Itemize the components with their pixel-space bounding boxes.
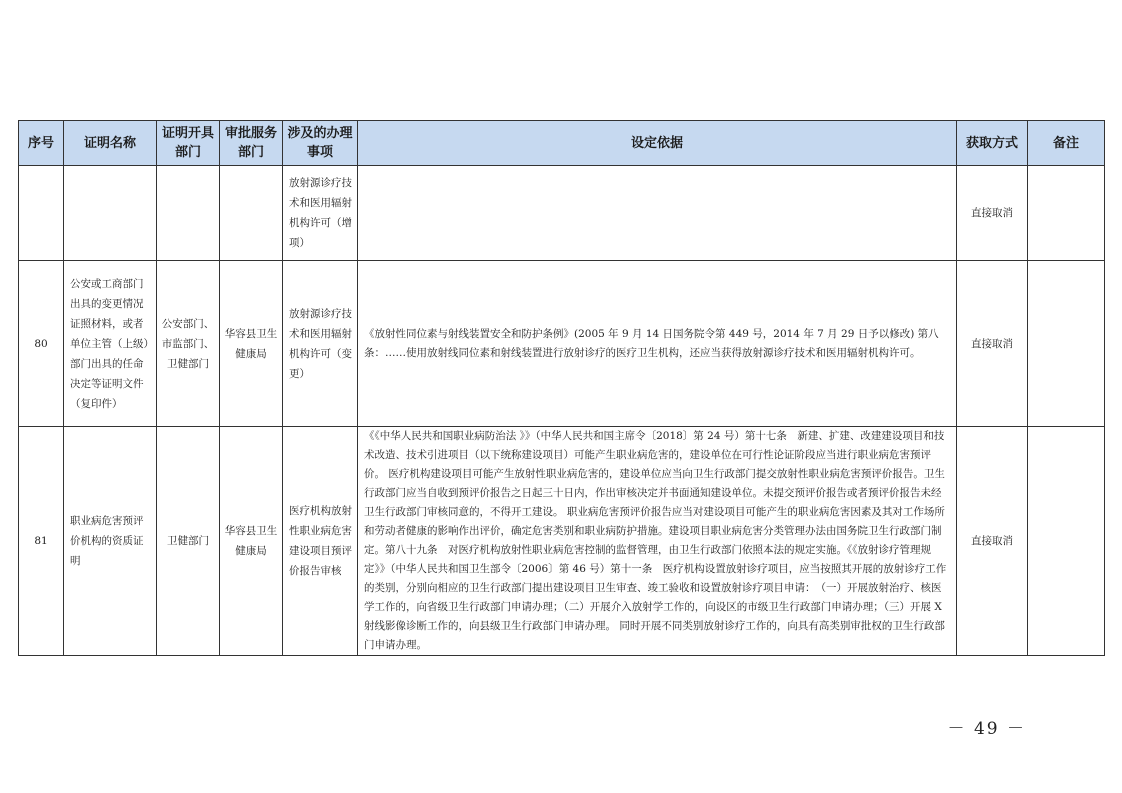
table-row xyxy=(19,261,1105,427)
table-row xyxy=(19,166,1105,261)
row-issuer xyxy=(157,166,220,261)
row-method: 直接取消 xyxy=(957,166,1028,261)
row-approver: 华容县卫生健康局 xyxy=(220,427,283,656)
row-index xyxy=(19,166,64,261)
header-index: 序号 xyxy=(19,121,64,166)
row-method: 直接取消 xyxy=(957,427,1028,656)
row-cert-name xyxy=(64,166,157,261)
row-basis: 《放射性同位素与射线装置安全和防护条例》(2005 年 9 月 14 日国务院令第 449 号，2014 年 7 月 29 日予以修改) 第八条：……使用放射线同位素和射线装置进行放射诊疗的医疗卫生机构，还应当获得放射源诊疗技术和医用辐射机构许可。 xyxy=(358,261,957,427)
row-basis: 《《中华人民共和国职业病防治法 》》（中华人民共和国主席令〔2018〕第 24 号）第十七条 新建、扩建、改建建设项目和技术改造、技术引进项目（以下统称建设项目）可能产生职业病危害的，建设单位在可行性论证阶段应当进行职业病危害预评价。 医疗机构建设项目可能产生放射性职业病危害的，建设单位应当向卫生行政部门提交放射性职业病危害预评价报告。卫生行政部门应当自收到预评价报告之日起三十日内，作出审核决定并书面通知建设单位。未提交预评价报告或者预评价报告未经卫生行政部门审核同意的，不得开工建设。 职业病危害预评价报告应当对建设项目可能产生的职业病危害因素及其对工作场所和劳动者健康的影响作出评价，确定危害类别和职业病防护措施。建设项目职业病危害分类管理办法由国务院卫生行政部门制定。第八十九条 对医疗机构放射性职业病危害控制的监督管理，由卫生行政部门依照本法的规定实施。《《放射诊疗管理规定》》（中华人民共和国卫生部令〔2006〕第 46 号）第十一条 医疗机构设置放射诊疗项目，应当按照其开展的放射诊疗工作的类别，分别向相应的卫生行政部门提出建设项目卫生审查、竣工验收和设置放射诊疗项目申请： （一）开展放射治疗、核医学工作的，向省级卫生行政部门申请办理；（二）开展介入放射学工作的，向设区的市级卫生行政部门申请办理；（三）开展 X 射线影像诊断工作的，向县级卫生行政部门申请办理。 同时开展不同类别放射诊疗工作的，向具有高类别审批权的卫生行政部门申请办理。 xyxy=(358,427,957,656)
row-cert-name: 公安或工商部门出具的变更情况证照材料，或者单位主管（上级）部门出具的任命决定等证明文件（复印件） xyxy=(64,261,157,427)
row-cert-name: 职业病危害预评价机构的资质证明 xyxy=(64,427,157,656)
row-approver: 华容县卫生健康局 xyxy=(220,261,283,427)
row-issuer: 卫健部门 xyxy=(157,427,220,656)
row-approver xyxy=(220,166,283,261)
header-approver: 审批服务部门 xyxy=(220,121,283,166)
row-issuer: 公安部门、市监部门、卫健部门 xyxy=(157,261,220,427)
header-matter: 涉及的办理事项 xyxy=(283,121,358,166)
row-remarks xyxy=(1028,427,1105,656)
table-header xyxy=(19,121,1105,166)
header-cert-name: 证明名称 xyxy=(64,121,157,166)
row-remarks xyxy=(1028,166,1105,261)
row-index: 80 xyxy=(19,261,64,427)
row-method: 直接取消 xyxy=(957,261,1028,427)
table-row xyxy=(19,427,1105,656)
certificate-table xyxy=(18,120,1105,656)
row-matter: 医疗机构放射性职业病危害建设项目预评价报告审核 xyxy=(283,427,358,656)
header-basis: 设定依据 xyxy=(358,121,957,166)
header-issuer: 证明开具部门 xyxy=(157,121,220,166)
page-number: － 49 － xyxy=(947,719,1026,739)
row-index: 81 xyxy=(19,427,64,656)
row-remarks xyxy=(1028,261,1105,427)
header-remarks: 备注 xyxy=(1028,121,1105,166)
row-basis xyxy=(358,166,957,261)
row-matter: 放射源诊疗技术和医用辐射机构许可（增项） xyxy=(283,166,358,261)
header-method: 获取方式 xyxy=(957,121,1028,166)
row-matter: 放射源诊疗技术和医用辐射机构许可（变更） xyxy=(283,261,358,427)
